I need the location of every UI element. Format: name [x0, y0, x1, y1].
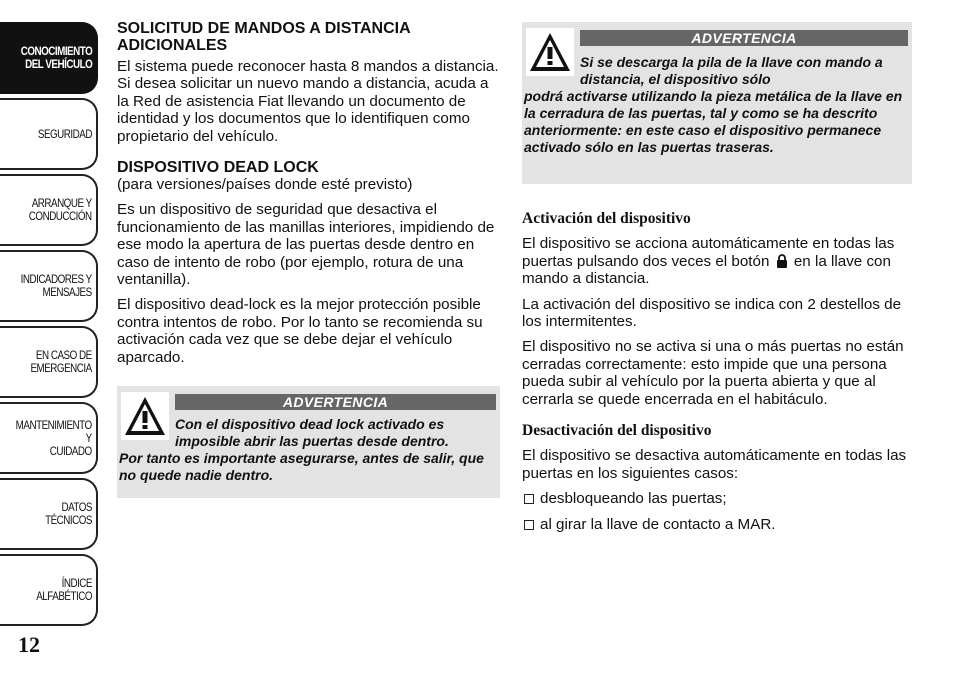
tab-indicadores-mensajes[interactable] [0, 250, 98, 322]
checkbox-bullet-icon [524, 520, 534, 530]
heading-dead-lock: DISPOSITIVO DEAD LOCK [117, 159, 319, 177]
list-item-text: desbloqueando las puertas; [540, 490, 727, 508]
list-item [522, 490, 912, 507]
warning-title: ADVERTENCIA [580, 30, 908, 46]
text: en la llave con mando a distancia. [522, 252, 891, 288]
heading-activacion: Activación del dispositivo [522, 210, 691, 227]
tab-indice-alfabetico[interactable] [0, 554, 98, 626]
tab-label: MANTENIMIENTO Y CUIDADO [16, 417, 92, 458]
paragraph-note: (para versiones/países donde esté previsto) [117, 176, 413, 194]
paragraph: El dispositivo dead-lock es la mejor protección posible contra intentos de robo. Por lo tanto se recomienda su activación cada vez que se debe dejar el vehículo aparcado. [117, 296, 483, 366]
page-number: 12 [18, 632, 40, 657]
paragraph-activation [522, 235, 912, 287]
warning-text-a: Si se descarga la pila de la llave con mando a distancia, el dispositivo sólo [580, 54, 883, 87]
warning-title: ADVERTENCIA [175, 394, 496, 410]
warning-text-a: Con el dispositivo dead lock activado es imposible abrir las puertas desde dentro. [175, 416, 449, 450]
tab-label: INDICADORES Y MENSAJES [20, 272, 92, 299]
tab-label: CONOCIMIENTO DEL VEHÍCULO [20, 44, 92, 71]
list-item-text: al girar la llave de contacto a MAR. [540, 515, 776, 533]
tab-seguridad[interactable] [0, 98, 98, 170]
tab-conocimiento-vehiculo[interactable] [0, 22, 98, 94]
warning-text [524, 54, 908, 156]
padlock-icon [776, 254, 788, 268]
right-column [522, 22, 912, 541]
checkbox-bullet-icon [524, 494, 534, 504]
warning-box [522, 22, 912, 184]
warning-text [119, 416, 496, 484]
paragraph: El dispositivo se desactiva automáticamente en todas las puertas en los siguientes casos: [522, 447, 907, 482]
paragraph: El dispositivo no se activa si una o más puertas no están cerradas correctamente: esto impide que una persona pueda subir al vehículo por la puerta abierta y que al cerrarla se quede encerrada en el habitáculo. [522, 338, 904, 408]
warning-text-b: podrá activarse utilizando la pieza metálica de la llave en la cerradura de las puertas, tal y como se ha descrito anteriormente: en este caso el dispositivo permanece activado sólo en las puertas traseras. [524, 88, 903, 155]
paragraph: El sistema puede reconocer hasta 8 mandos a distancia. Si desea solicitar un nuevo mando a distancia, acuda a la Red de asistencia Fiat llevando un documento de identidad y los documentos que lo identifiquen como propietario del vehículo. [117, 58, 499, 145]
paragraph: La activación del dispositivo se indica con 2 destellos de los intermitentes. [522, 295, 902, 331]
warning-box [117, 386, 500, 498]
left-column [117, 20, 500, 498]
tab-label: DATOS TÉCNICOS [45, 500, 92, 527]
heading-mandos-adicionales: SOLICITUD DE MANDOS A DISTANCIA ADICIONALES [117, 20, 411, 54]
tab-label: EN CASO DE EMERGENCIA [30, 348, 92, 375]
paragraph: Es un dispositivo de seguridad que desactiva el funcionamiento de las manillas interiores, impidiendo de ese modo la apertura de las puertas desde dentro en caso de intento de robo (por ejemplo, rotura de una ventanilla). [117, 201, 495, 289]
text: El dispositivo se acciona automáticamente en todas las puertas pulsando dos veces el botón [522, 235, 895, 270]
tab-arranque-conduccion[interactable] [0, 174, 98, 246]
tab-label: SEGURIDAD [37, 126, 92, 141]
list-item [522, 516, 912, 533]
tab-datos-tecnicos[interactable] [0, 478, 98, 550]
bullet-list [522, 490, 912, 533]
tab-mantenimiento-cuidado[interactable] [0, 402, 98, 474]
heading-desactivacion: Desactivación del dispositivo [522, 422, 712, 440]
tab-en-caso-emergencia[interactable] [0, 326, 98, 398]
warning-text-b: Por tanto es importante asegurarse, antes de salir, que no quede nadie dentro. [119, 450, 484, 484]
tab-label: ARRANQUE Y CONDUCCIÓN [29, 196, 92, 223]
tab-label: ÍNDICE ALFABÉTICO [36, 576, 92, 603]
